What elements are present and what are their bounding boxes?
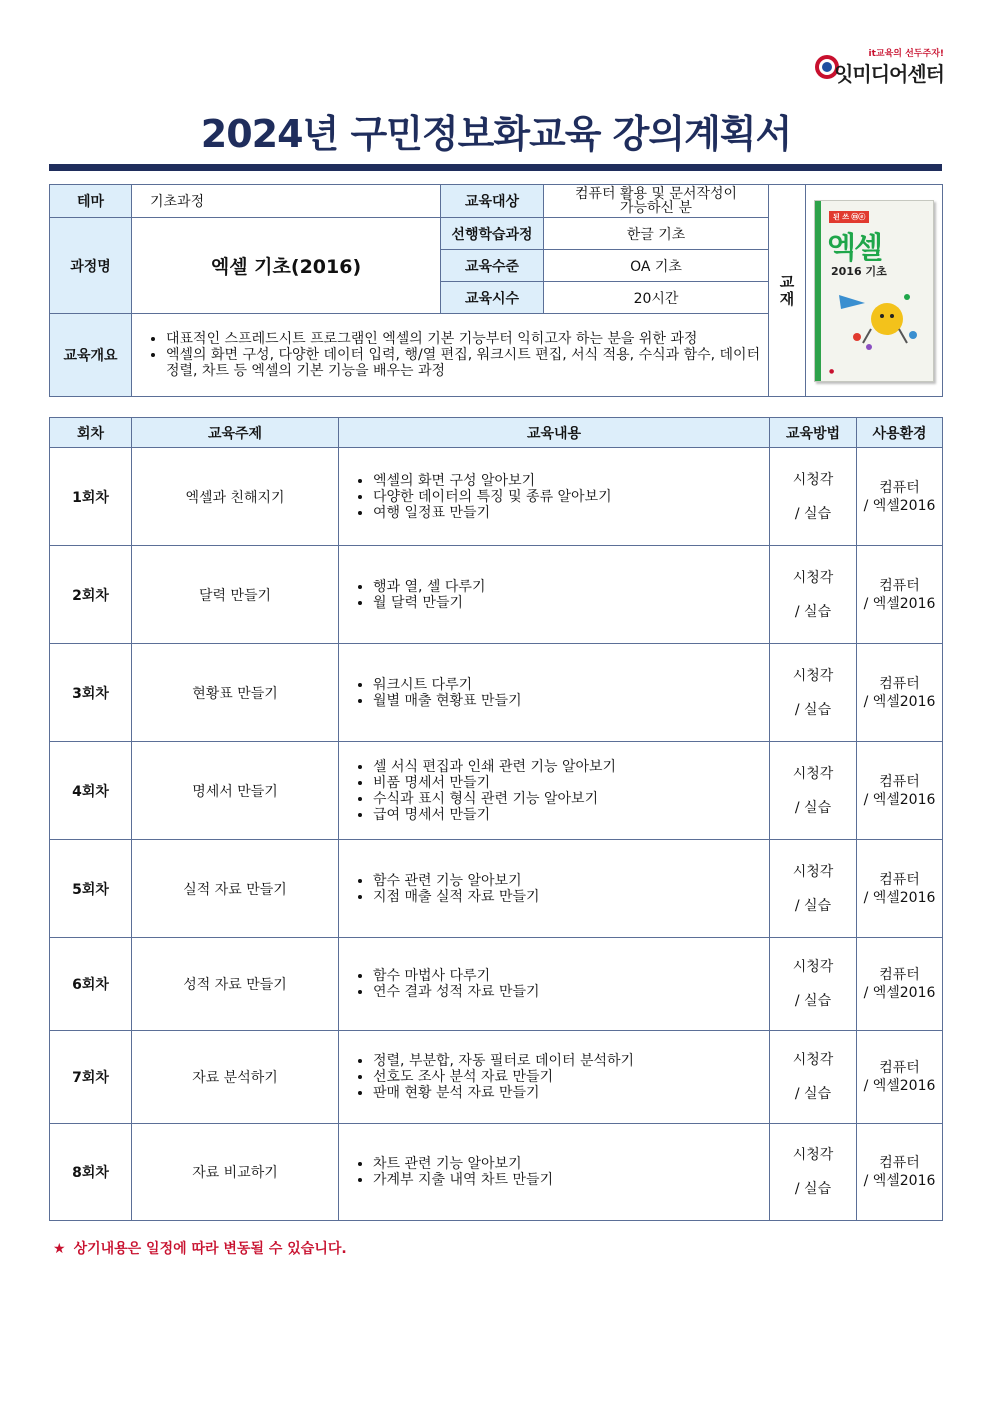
topic-cell: 성적 자료 만들기: [132, 938, 339, 1031]
method-line2: / 실습: [794, 701, 832, 718]
content-cell: [339, 1124, 770, 1221]
target-value: [544, 185, 769, 218]
session-cell: 6회차: [50, 938, 132, 1031]
book-subtitle: 2016 기초: [831, 264, 887, 278]
title-underline: [49, 164, 942, 171]
content-cell: [339, 644, 770, 742]
logo-tagline: it교육의 선두주자!: [868, 49, 944, 59]
env-line2: / 엑셀2016: [863, 889, 936, 906]
environment-cell: [857, 546, 943, 644]
content-cell: [339, 546, 770, 644]
content-cell: [339, 1031, 770, 1124]
topic-cell: 자료 비교하기: [132, 1124, 339, 1221]
method-line1: 시청각: [792, 667, 834, 684]
content-item: • 판매 현황 분석 자료 만들기: [373, 1085, 769, 1101]
env-line1: 컴퓨터: [879, 773, 920, 790]
session-cell: 1회차: [50, 448, 132, 546]
target-value-line1: 컴퓨터 활용 및 문서작성이: [574, 186, 738, 202]
env-line2: / 엑셀2016: [863, 693, 936, 710]
table-row: [50, 546, 943, 644]
overview-value: [132, 314, 769, 397]
method-cell: [770, 1124, 857, 1221]
session-cell: 7회차: [50, 1031, 132, 1124]
overview-item: • 대표적인 스프레드시트 프로그램인 엑셀의 기본 기능부터 익히고자 하는 분을 위한 과정: [166, 331, 768, 347]
method-cell: [770, 938, 857, 1031]
level-label: 교육수준: [441, 250, 544, 282]
content-item: • 비품 명세서 만들기: [373, 775, 769, 791]
content-item: • 월별 매출 현황표 만들기: [373, 693, 769, 709]
env-line2: / 엑셀2016: [863, 595, 936, 612]
book-title: 엑셀: [827, 230, 881, 266]
topic-cell: 자료 분석하기: [132, 1031, 339, 1124]
content-item: • 다양한 데이터의 특징 및 종류 알아보기: [373, 489, 769, 505]
col-header-environment: 사용환경: [857, 418, 943, 448]
hours-value: 20시간: [544, 282, 769, 314]
table-row: [50, 448, 943, 546]
level-value: OA 기초: [544, 250, 769, 282]
course-label: 과정명: [50, 218, 132, 314]
method-line2: / 실습: [794, 1086, 832, 1102]
footnote-text: 상기내용은 일정에 따라 변동될 수 있습니다.: [73, 1241, 347, 1257]
book-publisher-mark: ●: [829, 367, 835, 375]
env-line2: / 엑셀2016: [863, 1173, 936, 1189]
table-row: [50, 1031, 943, 1124]
table-row: [50, 938, 943, 1031]
col-header-topic: 교육주제: [132, 418, 339, 448]
method-line2: / 실습: [794, 897, 832, 914]
content-cell: [339, 938, 770, 1031]
session-cell: 4회차: [50, 742, 132, 840]
content-item: • 셀 서식 편집과 인쇄 관련 기능 알아보기: [373, 759, 769, 775]
content-item: • 지점 매출 실적 자료 만들기: [373, 889, 769, 905]
method-line2: / 실습: [794, 603, 832, 620]
env-line1: 컴퓨터: [879, 479, 920, 496]
method-line1: 시청각: [792, 1147, 834, 1163]
method-line1: 시청각: [792, 959, 834, 975]
method-line1: 시청각: [792, 765, 834, 782]
theme-label: 테마: [50, 185, 132, 218]
book-spine-band: [815, 201, 821, 381]
content-item: • 선호도 조사 분석 자료 만들기: [373, 1069, 769, 1085]
book-badge: 된 쓰 ⓜⓔ: [829, 211, 869, 223]
content-item: • 행과 열, 셀 다루기: [373, 579, 769, 595]
env-line2: / 엑셀2016: [863, 497, 936, 514]
page-title: 2024년 구민정보화교육 강의계획서: [200, 112, 792, 156]
content-item: • 함수 마법사 다루기: [373, 968, 769, 984]
textbook-cover-image: [814, 200, 934, 382]
env-line1: 컴퓨터: [879, 871, 920, 888]
table-row: [50, 840, 943, 938]
topic-cell: 현황표 만들기: [132, 644, 339, 742]
env-line1: 컴퓨터: [879, 967, 920, 983]
star-icon: ★: [53, 1241, 66, 1257]
col-header-content: 교육내용: [339, 418, 770, 448]
prereq-value: 한글 기초: [544, 218, 769, 250]
method-cell: [770, 546, 857, 644]
method-line2: / 실습: [794, 505, 832, 522]
col-header-session: 회차: [50, 418, 132, 448]
environment-cell: [857, 448, 943, 546]
textbook-label-line1: 교: [779, 272, 795, 291]
method-line2: / 실습: [794, 993, 832, 1009]
environment-cell: [857, 644, 943, 742]
method-cell: [770, 742, 857, 840]
topic-cell: 달력 만들기: [132, 546, 339, 644]
schedule-table: [49, 417, 943, 1221]
env-line1: 컴퓨터: [879, 1155, 920, 1171]
topic-cell: 실적 자료 만들기: [132, 840, 339, 938]
content-cell: [339, 448, 770, 546]
content-item: • 월 달력 만들기: [373, 595, 769, 611]
env-line1: 컴퓨터: [879, 1060, 920, 1076]
environment-cell: [857, 840, 943, 938]
method-cell: [770, 644, 857, 742]
overview-list: [132, 331, 768, 379]
target-label: 교육대상: [441, 185, 544, 218]
topic-cell: 엑셀과 친해지기: [132, 448, 339, 546]
textbook-label-cell: [769, 185, 806, 397]
method-cell: [770, 840, 857, 938]
session-cell: 3회차: [50, 644, 132, 742]
content-item: • 워크시트 다루기: [373, 677, 769, 693]
content-item: • 엑셀의 화면 구성 알아보기: [373, 473, 769, 489]
env-line2: / 엑셀2016: [863, 791, 936, 808]
env-line2: / 엑셀2016: [863, 1078, 936, 1094]
content-item: • 연수 결과 성적 자료 만들기: [373, 984, 769, 1000]
footnote: [53, 1238, 347, 1258]
col-header-method: 교육방법: [770, 418, 857, 448]
textbook-label-line2: 재: [779, 289, 795, 308]
content-item: • 여행 일정표 만들기: [373, 505, 769, 521]
env-line2: / 엑셀2016: [863, 985, 936, 1001]
environment-cell: [857, 938, 943, 1031]
course-info-table: [49, 184, 943, 397]
method-line1: 시청각: [792, 863, 834, 880]
method-line1: 시청각: [792, 1052, 834, 1068]
method-line1: 시청각: [792, 569, 834, 586]
content-item: • 급여 명세서 만들기: [373, 807, 769, 823]
method-line2: / 실습: [794, 799, 832, 816]
theme-value: 기초과정: [132, 185, 441, 218]
content-item: • 수식과 표시 형식 관련 기능 알아보기: [373, 791, 769, 807]
environment-cell: [857, 1124, 943, 1221]
textbook-cover-cell: [806, 185, 943, 397]
session-cell: 2회차: [50, 546, 132, 644]
course-value: 엑셀 기초(2016): [132, 218, 441, 314]
topic-cell: 명세서 만들기: [132, 742, 339, 840]
logo-name: 잇미디어센터: [834, 62, 944, 86]
content-item: • 정렬, 부분합, 자동 필터로 데이터 분석하기: [373, 1053, 769, 1069]
session-cell: 5회차: [50, 840, 132, 938]
environment-cell: [857, 1031, 943, 1124]
method-cell: [770, 1031, 857, 1124]
session-cell: 8회차: [50, 1124, 132, 1221]
method-line1: 시청각: [792, 471, 834, 488]
prereq-label: 선행학습과정: [441, 218, 544, 250]
table-row: [50, 1124, 943, 1221]
content-item: • 가계부 지출 내역 차트 만들기: [373, 1172, 769, 1188]
content-item: • 함수 관련 기능 알아보기: [373, 873, 769, 889]
env-line1: 컴퓨터: [879, 577, 920, 594]
table-row: [50, 742, 943, 840]
table-row: [50, 644, 943, 742]
content-cell: [339, 742, 770, 840]
target-value-line2: 가능하신 분: [619, 200, 693, 216]
content-item: • 차트 관련 기능 알아보기: [373, 1156, 769, 1172]
logo: [814, 46, 944, 84]
method-line2: / 실습: [794, 1181, 832, 1197]
content-cell: [339, 840, 770, 938]
env-line1: 컴퓨터: [879, 675, 920, 692]
book-illustration-icon: [835, 285, 925, 355]
hours-label: 교육시수: [441, 282, 544, 314]
overview-item: • 엑셀의 화면 구성, 다양한 데이터 입력, 행/열 편집, 워크시트 편집, 서식 적용, 수식과 함수, 데이터 정렬, 차트 등 엑셀의 기본 기능을 배우는 과정: [166, 347, 768, 379]
method-cell: [770, 448, 857, 546]
overview-label: 교육개요: [50, 314, 132, 397]
environment-cell: [857, 742, 943, 840]
